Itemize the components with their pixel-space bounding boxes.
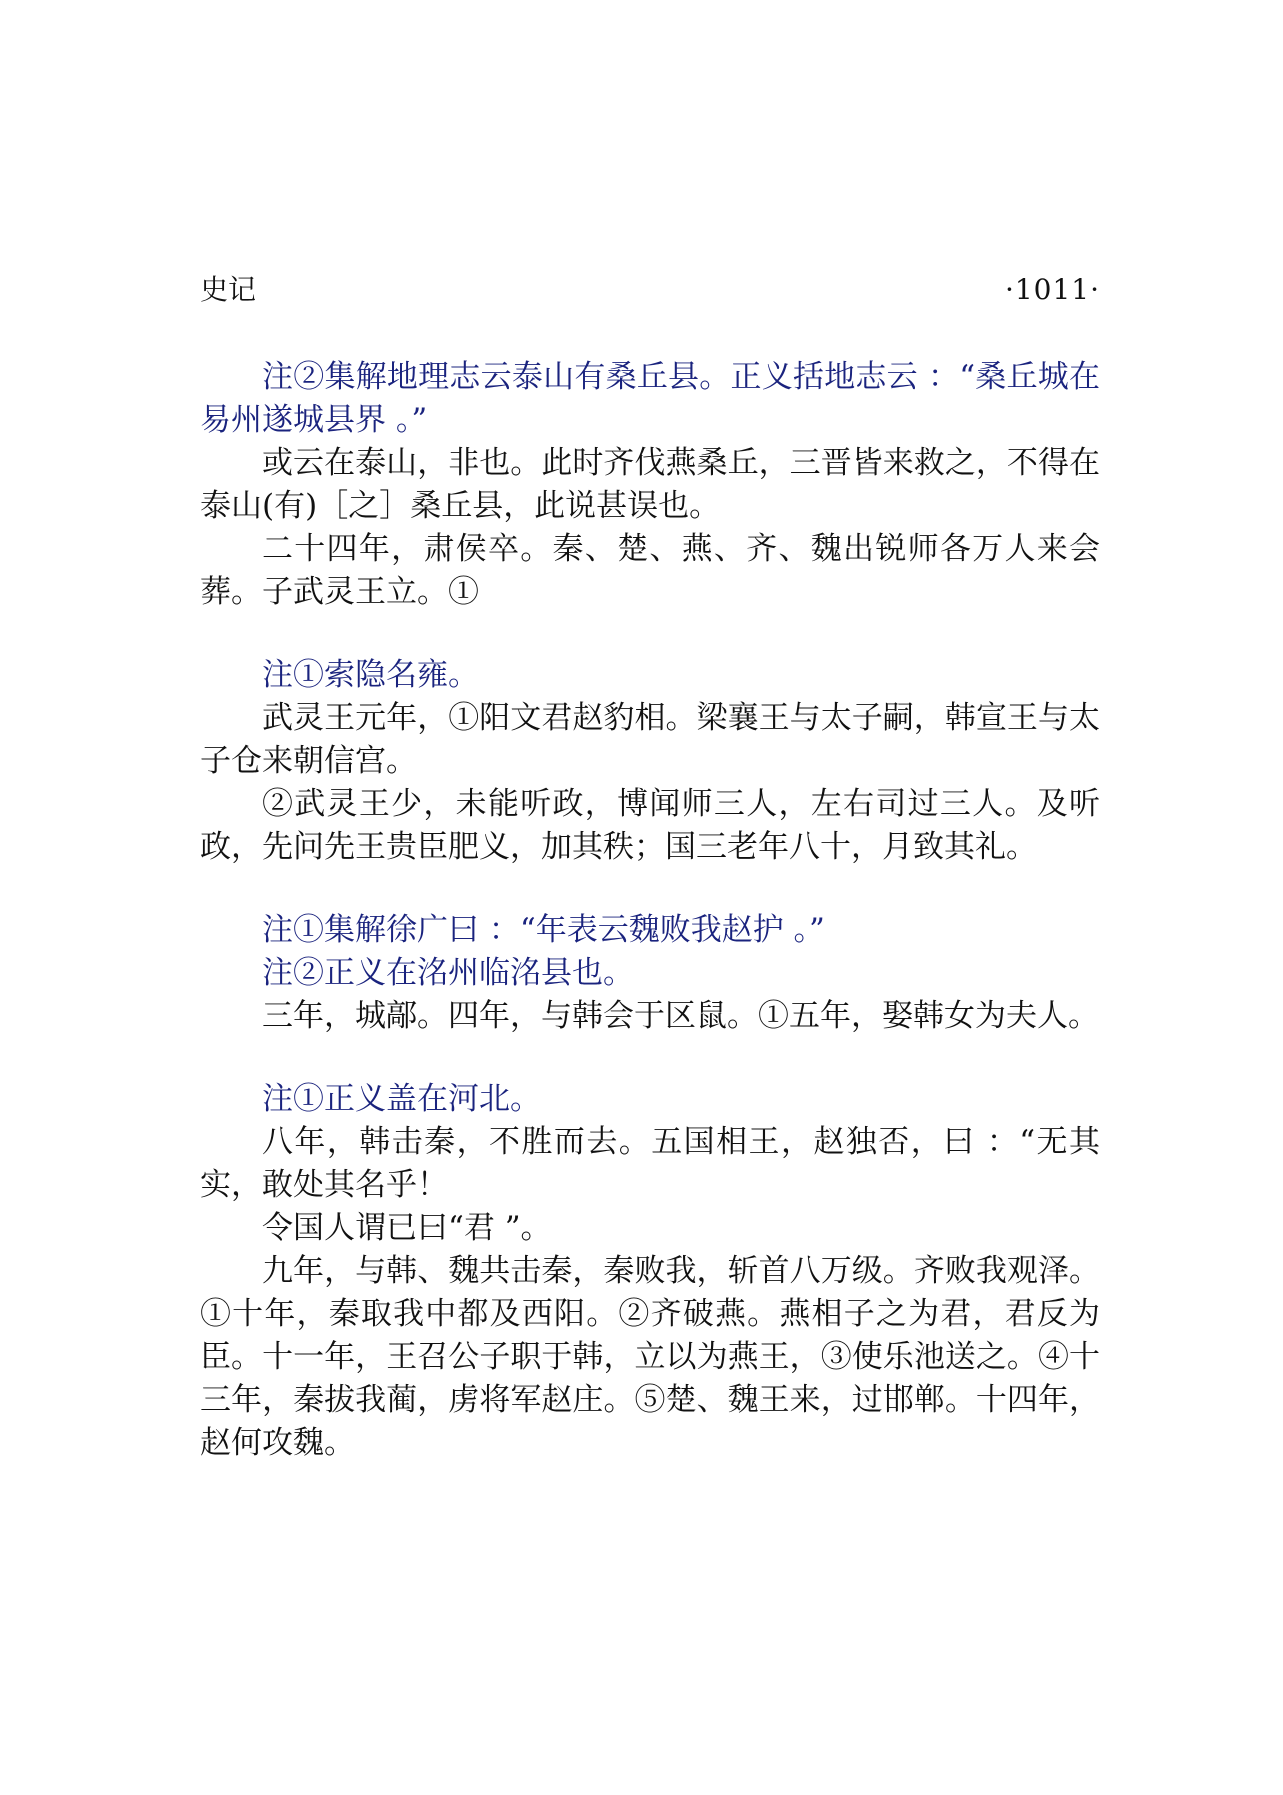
body-paragraph: 八年，韩击秦，不胜而去。五国相王，赵独否，曰 ：“无其实，敢处其名乎！ [200, 1124, 1100, 1203]
annotation-paragraph: 注①索隐名雍。 [262, 657, 479, 693]
body-paragraph: 令国人谓已曰“君 ”。 [262, 1210, 552, 1246]
running-header [200, 270, 1100, 310]
paragraph-gap [200, 869, 1100, 909]
book-title: 史记 [200, 273, 257, 306]
annotation-paragraph: 注①正义盖在河北。 [262, 1081, 541, 1117]
text-body [200, 356, 1100, 1465]
body-paragraph: 九年，与韩、魏共击秦，秦败我，斩首八万级。齐败我观泽。①十年，秦取我中都及西阳。②齐破燕。燕相子之为君，君反为臣。十一年，王召公子职于韩，立以为燕王，③使乐池送之。④十三年，秦拔我蔺，虏将军赵庄。⑤楚、魏王来，过邯郸。十四年，赵何攻魏。 [200, 1253, 1100, 1461]
body-paragraph: 或云在泰山，非也。此时齐伐燕桑丘，三晋皆来救之，不得在泰山(有)［之］桑丘县，此说甚误也。 [200, 445, 1100, 524]
paragraph-gap [200, 1038, 1100, 1078]
annotation-paragraph: 注②集解地理志云泰山有桑丘县。正义括地志云 ：“桑丘城在易州遂城县界 。” [200, 359, 1100, 438]
body-paragraph: 三年，城鄗。四年，与韩会于区鼠。①五年，娶韩女为夫人。 [262, 998, 1099, 1034]
paragraph-gap [200, 614, 1100, 654]
annotation-paragraph: 注①集解徐广曰 ：“年表云魏败我赵护 。” [262, 912, 825, 948]
body-paragraph: ②武灵王少，未能听政，博闻师三人，左右司过三人。及听政，先问先王贵臣肥义，加其秩；国三老年八十，月致其礼。 [200, 786, 1100, 865]
annotation-paragraph: 注②正义在洺州临洺县也。 [262, 955, 634, 991]
body-paragraph: 二十四年，肃侯卒。秦、楚、燕、齐、魏出锐师各万人来会葬。子武灵王立。① [200, 531, 1100, 610]
page-number: ·1011· [1004, 273, 1100, 306]
body-paragraph: 武灵王元年，①阳文君赵豹相。梁襄王与太子嗣，韩宣王与太子仓来朝信宫。 [200, 700, 1100, 779]
